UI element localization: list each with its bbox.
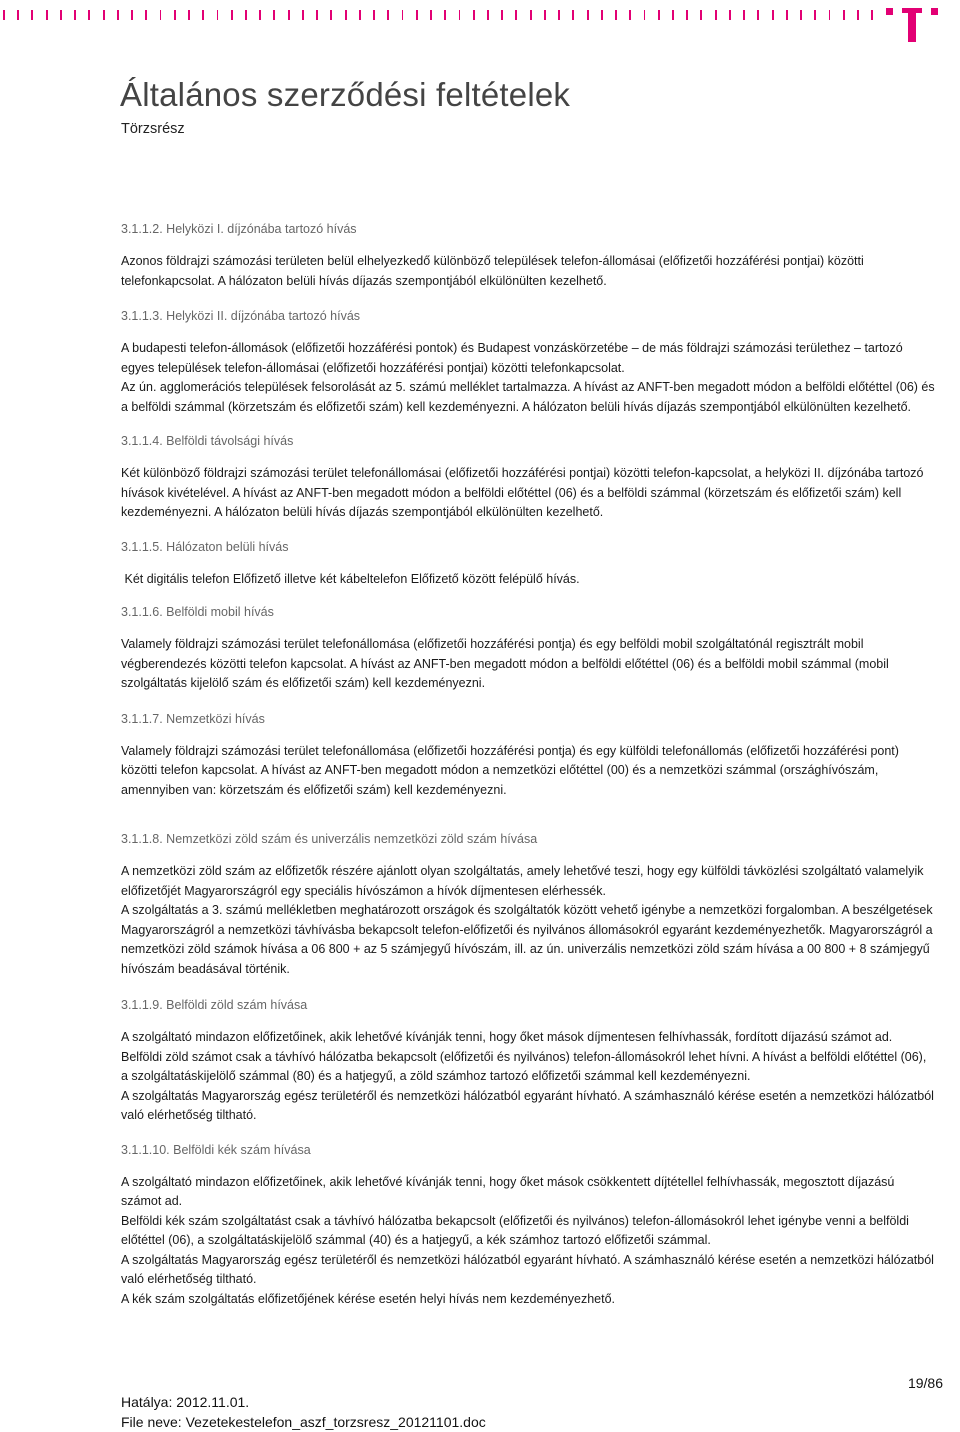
header-dot (217, 10, 219, 20)
footer-file-name: File neve: Vezetekestelefon_aszf_torzsresz_20121101.doc (121, 1414, 486, 1430)
header-dot (672, 10, 674, 20)
header-dot (473, 10, 475, 20)
header-dot (259, 10, 261, 20)
section-paragraph: A szolgáltató mindazon előfizetőinek, akik lehetővé kívánják tenni, hogy őket mások díjmentesen felhívhassák, fordított díjazású számot ad. (121, 1030, 893, 1044)
section-paragraph: A szolgáltatás Magyarország egész területéről és nemzetközi hálózatból egyaránt hívható. A számhasználó kérése esetén a nemzetközi hálózatból való elérhetőség tiltható. (121, 1088, 934, 1122)
section-paragraph: A kék szám szolgáltatás előfizetőjének kérése esetén helyi hívás nem kezdeményezhető. (121, 1291, 616, 1306)
header-dot (359, 10, 361, 20)
header-dot (188, 10, 190, 20)
telekom-t-logo (882, 6, 942, 42)
header-dot (160, 10, 162, 20)
header-dot (857, 10, 859, 20)
page-title: Általános szerződési feltételek (120, 76, 571, 113)
header-dot (145, 10, 147, 20)
header-dot (74, 10, 76, 20)
footer-effective-date: Hatálya: 2012.11.01. (121, 1394, 250, 1410)
header-dot (373, 10, 375, 20)
header-dot (88, 10, 90, 20)
section-heading: 3.1.1.2. Helyközi I. díjzónába tartozó hívás (121, 222, 357, 236)
header-dot (786, 10, 788, 20)
header-dot (288, 10, 290, 20)
header-dot (302, 10, 304, 20)
section-heading: 3.1.1.4. Belföldi távolsági hívás (121, 434, 294, 448)
section-heading: 3.1.1.9. Belföldi zöld szám hívása (121, 998, 308, 1012)
section-3-1-1-3 (121, 307, 936, 417)
section-paragraph: Két különböző földrajzi számozási terület telefonállomásai (előfizetői hozzáférési pontjai) közötti telefon-kapcsolat, a helyközi II. díjzónába tartozó hívások kivételével. A hívást az ANFT-ben megadott módon a belföldi előtéttel (06) és a belföldi számmal (körzetszám és előfizetői szám) kell kezdeményezni. A hálózaton belüli hívás díjazás szempontjából elkülönülten kezelhető. (121, 466, 924, 519)
header-dot (743, 10, 745, 20)
section-heading: 3.1.1.5. Hálózaton belüli hívás (121, 539, 289, 554)
header-dot (273, 10, 275, 20)
section-3-1-1-2 (121, 220, 936, 291)
header-dot (700, 10, 702, 20)
header-dot (729, 10, 731, 20)
header-dot (487, 10, 489, 20)
section-paragraph: Azonos földrajzi számozási területen belül elhelyezkedő különböző települések telefon-állomásai (előfizetői hozzáférési pontjai) közötti telefonkapcsolat. A hálózaton belüli hívás díjazás szempontjából elkülönülten kezelhető. (121, 254, 864, 288)
header-dot (686, 10, 688, 20)
header-dot (629, 10, 631, 20)
section-paragraph: A szolgáltató mindazon előfizetőinek, akik lehetővé kívánják tenni, hogy őket mások csökkentett díjtétellel felhívhassák, megosztott díjazású számot ad. (121, 1174, 895, 1208)
header-dot (60, 10, 62, 20)
section-3-1-1-4 (121, 432, 936, 523)
header-dot (174, 10, 176, 20)
header-dot (387, 10, 389, 20)
section-heading: 3.1.1.3. Helyközi II. díjzónába tartozó hívás (121, 309, 361, 323)
section-paragraph: Belföldi kék szám szolgáltatást csak a távhívó hálózatba bekapcsolt (előfizetői és nyilvános) telefon-állomásokról lehet igénybe venni a belföldi előtéttel (06), a szolgáltatáskijelölő számmal (40) és a hatjegyű, a kék számhoz tartozó előfizetői számmal. (121, 1213, 909, 1247)
header-dot (345, 10, 347, 20)
section-heading: 3.1.1.7. Nemzetközi hívás (121, 711, 265, 726)
section-heading: 3.1.1.8. Nemzetközi zöld szám és univerzális nemzetközi zöld szám hívása (121, 832, 538, 846)
section-paragraph: Az ún. agglomerációs települések felsorolását az 5. számú melléklet tartalmazza. A hívást az ANFT-ben megadott módon a belföldi előtéttel (06) és a belföldi számmal (körzetszám és előfizetői szám) kell kezdeményezni. A hálózaton belüli hívás díjazás szempontjából elkülönülten kezelhető. (121, 380, 935, 414)
header-dot (103, 10, 105, 20)
section-paragraph: Valamely földrajzi számozási terület telefonállomása (előfizetői hozzáférési pontja) és egy belföldi mobil szolgáltatónál regisztrált mobil végberendezés közötti telefon kapcsolat. A hívást az ANFT-ben megadott módon a belföldi előtéttel (06) és a belföldi mobil számmal (mobil szolgáltatás kijelölő szám és előfizetői szám) kell kezdeményezni. (121, 637, 889, 690)
header-dot (330, 10, 332, 20)
section-paragraph: A nemzetközi zöld szám az előfizetők részére ajánlott olyan szolgáltatás, amely lehetővé teszi, hogy egy külföldi távközlési szolgáltató valamelyik előfizetőjét Magyarországról egy speciális hívószámon a hívók díjmentesen elérhessék. (121, 864, 924, 898)
header-dot (544, 10, 546, 20)
section-3-1-1-10 (121, 1141, 936, 1310)
header-dot (800, 10, 802, 20)
section-heading: 3.1.1.6. Belföldi mobil hívás (121, 605, 274, 619)
section-heading: 3.1.1.10. Belföldi kék szám hívása (121, 1142, 311, 1157)
header-dot (46, 10, 48, 20)
header-dot (444, 10, 446, 20)
section-paragraph: Valamely földrajzi számozási terület telefonállomása (előfizetői hozzáférési pontja) és egy külföldi telefonállomás (előfizetői hozzáférési pont) közötti telefon kapcsolat. A hívást az ANFT-ben megadott módon a nemzetközi előtéttel (00) és a nemzetközi számmal (országhívószám, amennyiben van: körzetszám és előfizetői szám) kell kezdeményezni. (121, 743, 899, 797)
header-dot (587, 10, 589, 20)
header-dot (601, 10, 603, 20)
header-dot (814, 10, 816, 20)
section-3-1-1-7 (121, 710, 936, 801)
header-dot (17, 10, 19, 20)
section-3-1-1-5 (121, 538, 936, 590)
header-dot (715, 10, 717, 20)
header-dot (316, 10, 318, 20)
header-dot (644, 10, 646, 20)
header-dot (572, 10, 574, 20)
page-subtitle: Törzsrész (121, 121, 185, 137)
header-dot (117, 10, 119, 20)
header-dot-strip (0, 10, 873, 24)
header-dot (459, 10, 461, 20)
header-dot (131, 10, 133, 20)
document-body (121, 220, 936, 1309)
header-dot (615, 10, 617, 20)
header-dot (871, 10, 873, 20)
header-dot (772, 10, 774, 20)
section-paragraph: A szolgáltatás Magyarország egész területéről és nemzetközi hálózatból egyaránt hívható. A számhasználó kérése esetén a nemzetközi hálózatból való elérhetőség tiltható. (121, 1252, 934, 1286)
header-dot (501, 10, 503, 20)
section-3-1-1-9 (121, 996, 936, 1126)
header-dot (31, 10, 33, 20)
header-dot (515, 10, 517, 20)
header-dot (843, 10, 845, 20)
header-dot (829, 10, 831, 20)
section-paragraph: Két digitális telefon Előfizető illetve két kábeltelefon Előfizető között felépülő hívás. (121, 571, 580, 586)
section-3-1-1-6 (121, 603, 936, 694)
header-dot (416, 10, 418, 20)
header-dot (245, 10, 247, 20)
header-dot (558, 10, 560, 20)
section-paragraph: Belföldi zöld számot csak a távhívó hálózatba bekapcsolt (előfizetői és nyilvános) telefon-állomásokról lehet hívni. A hívást a belföldi előtéttel (06), a szolgáltatáskijelölő számmal (80) és a hatjegyű, a zöld számhoz tartozó előfizetői számmal kell kezdeményezni. (121, 1049, 927, 1083)
section-paragraph: A budapesti telefon-állomások (előfizetői hozzáférési pontok) és Budapest vonzáskörzetébe – de más földrajzi számozási területhez – tartozó egyes települések telefon-állomásai (előfizetői hozzáférési pontjai) közötti telefonkapcsolat. (121, 341, 903, 375)
section-3-1-1-8 (121, 830, 936, 979)
header-dot (202, 10, 204, 20)
header-dot (402, 10, 404, 20)
section-paragraph: A szolgáltatás a 3. számú mellékletben meghatározott országok és szolgáltatók között vehető igénybe a nemzetközi forgalomban. A beszélgetések Magyarországról a nemzetközi távhívásba bekapcsolt telefon-előfizetői és nyilvános állomásokról egyaránt kezdeményezhetők. Magyarországról a nemzetközi zöld számok hívása a 06 800 + az 5 számjegyű hívószám, ill. az ún. univerzális nemzetközi zöld szám hívása a 00 800 + 8 számjegyű hívószám beadásával történik. (121, 903, 933, 976)
header-dot (658, 10, 660, 20)
header-dot (3, 10, 5, 20)
header-dot (231, 10, 233, 20)
header-dot (530, 10, 532, 20)
header-dot (430, 10, 432, 20)
header-dot (757, 10, 759, 20)
page-number: 19/86 (907, 1375, 943, 1391)
